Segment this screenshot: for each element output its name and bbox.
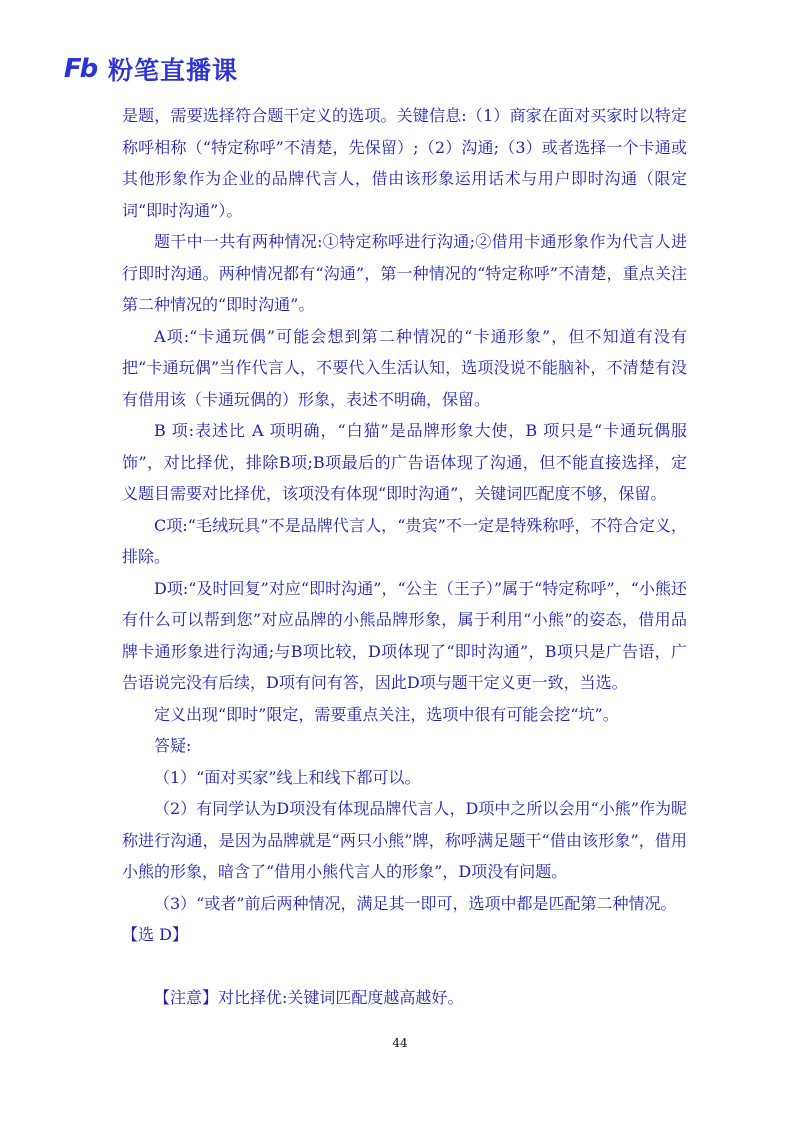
document-body — [122, 100, 687, 1013]
paragraph-option-a: A项:“卡通玩偶”可能会想到第二种情况的“卡通形象”，但不知道有没有把“卡通玩偶”当作代言人，不要代入生活认知，选项没说不能脑补，不清楚有没有借用该（卡通玩偶的）形象，表述不明确，保留。 — [122, 326, 687, 409]
spacer — [122, 951, 687, 982]
header — [58, 52, 238, 86]
page-number: 44 — [392, 1036, 408, 1050]
paragraph-option-b: B 项:表述比 A 项明确，“白猫”是品牌形象大使，B 项只是“卡通玩偶服饰”，对比择优，排除B项;B项最后的广告语体现了沟通，但不能直接选择，定义题目需要对比择优，该项没有体现“即时沟通”，关键词匹配度不够，保留。 — [122, 421, 687, 503]
note-paragraph: 【注意】对比择优:关键词匹配度越高越好。 — [154, 987, 464, 1007]
fenbi-logo-icon: Fb — [63, 54, 97, 84]
paragraph-key-note: 定义出现“即时”限定，需要重点关注，选项中很有可能会挖“坑”。 — [154, 704, 619, 724]
answer-label: 【选 D】 — [122, 925, 188, 944]
paragraph-qa-heading: 答疑: — [154, 736, 192, 755]
paragraph-option-c: C项:“毛绒玩具”不是品牌代言人，“贵宾”不一定是特殊称呼，不符合定义，排除。 — [122, 515, 687, 566]
paragraph-qa-1: （1）“面对买家”线上和线下都可以。 — [154, 767, 421, 787]
paragraph-option-d: D项:“及时回复”对应“即时沟通”，“公主（王子）”属于“特定称呼”，“小熊还有什么可以帮到您”对应品牌的小熊品牌形象，属于利用“小熊”的姿态，借用品牌卡通形象进行沟通;与B项比较，D项体现了“即时沟通”，B项只是广告语，广告语说完没有后续，D项有问有答，因此D项与题干定义更一致，当选。 — [122, 578, 687, 692]
brand-name: 粉笔直播课 — [108, 56, 239, 85]
paragraph-definition-analysis: 是题，需要选择符合题干定义的选项。关键信息:（1）商家在面对买家时以特定称呼相称（“特定称呼”不清楚，先保留）;（2）沟通;（3）或者选择一个卡通或其他形象作为企业的品牌代言人，借由该形象运用话术与用户即时沟通（限定词“即时沟通”）。 — [122, 106, 687, 220]
paragraph-two-cases: 题干中一共有两种情况:①特定称呼进行沟通;②借用卡通形象作为代言人进行即时沟通。两种情况都有“沟通”，第一种情况的“特定称呼”不清楚，重点关注第二种情况的“即时沟通”。 — [122, 232, 687, 314]
paragraph-qa-3: （3）“或者”前后两种情况，满足其一即可，选项中都是匹配第二种情况。 — [154, 893, 677, 913]
paragraph-qa-2: （2）有同学认为D项没有体现品牌代言人，D项中之所以会用“小熊”作为昵称进行沟通，是因为品牌就是“两只小熊”牌，称呼满足题干“借由该形象”，借用小熊的形象，暗含了“借用小熊代言人的形象”，D项没有问题。 — [122, 799, 687, 881]
